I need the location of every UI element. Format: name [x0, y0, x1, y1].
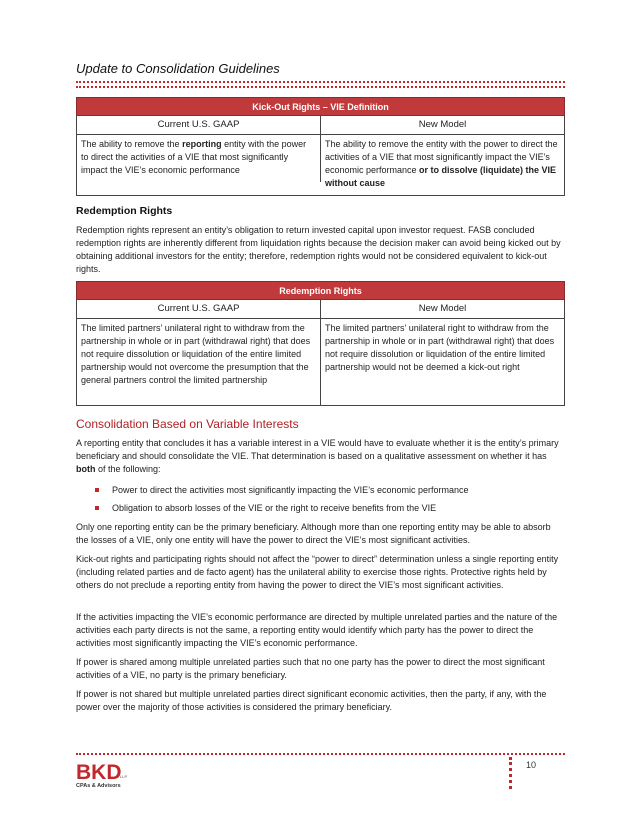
table-header-row: [76, 300, 565, 319]
table-row: [76, 319, 565, 406]
cell-text: The ability to remove the: [81, 139, 183, 149]
list-item-text: Power to direct the activities most significantly impacting the VIE’s economic performance: [112, 485, 469, 495]
section-heading-redemption: Redemption Rights: [76, 205, 173, 217]
redemption-paragraph: Redemption rights represent an entity’s obligation to return invested capital upon investor request. FASB concluded redemption rights are inherently different from liquidation rights because the decision maker can avoid being kicked out by obtaining additional investors for the entity; therefore, redemption rights would not be considered equivalent to kick-out rights.: [76, 225, 561, 274]
intro-text-end: of the following:: [95, 464, 161, 474]
cell-text: The ability to remove the entity with the power to direct the activities of a VIE that most significantly impact the VIE’s economic performance: [325, 139, 558, 175]
paragraph-kickout: Kick-out rights and participating rights should not affect the “power to direct” determination unless a single reporting entity (including related parties and de facto agent) has the unilateral ability to exercise those rights. Protective rights held by others do not preclude a reporting entity from having the power to direct the VIE’s most significant activities.: [76, 554, 559, 590]
paragraph-not-shared: If power is not shared but multiple unrelated parties direct significant economic activities, then the party, if any, with the power over the majority of those activities is considered the primary beneficiary.: [76, 689, 547, 712]
redemption-rights-table: [76, 281, 565, 406]
cell-current: [77, 135, 321, 182]
cell-current: The limited partners’ unilateral right to withdraw from the partnership in whole or in part (withdrawal right) that does not require dissolution or liquidation of the entire limited partnership would not overcome the presumption that the general partners control the limited partnership: [77, 319, 321, 405]
bkd-logo: [76, 759, 136, 791]
page-number: 10: [526, 760, 537, 770]
footer-vertical-divider: [509, 757, 512, 789]
table-row: [76, 135, 565, 196]
table-caption: Kick-Out Rights – VIE Definition: [76, 97, 565, 116]
cell-new: [321, 135, 564, 195]
kickout-rights-table: [76, 97, 565, 196]
header-divider: [76, 81, 565, 83]
table-header-row: [76, 116, 565, 135]
section-heading-consolidation: Consolidation Based on Variable Interests: [76, 417, 299, 431]
logo-tagline: CPAs & Advisors: [76, 783, 121, 789]
paragraph-multiple-parties: If the activities impacting the VIE’s economic performance are directed by multiple unrelated parties and the nature of the activities each party directs is not the same, a reporting entity would identify which party has the power to direct the activities most significantly impacting the VIE’s economic performance.: [76, 612, 558, 648]
logo-text: BKD: [76, 761, 122, 784]
paragraph-shared-power: If power is shared among multiple unrelated parties such that no one party has the power to direct the most significant activities of a VIE, no party is the primary beneficiary.: [76, 657, 545, 680]
cell-bold-text: or to dissolve (liquidate) the VIE without cause: [325, 165, 557, 188]
list-item-text: Obligation to absorb losses of the VIE or the right to receive benefits from the VIE: [112, 503, 437, 513]
bullet-square-icon: [95, 506, 99, 510]
cell-new: The limited partners’ unilateral right to withdraw from the partnership in whole or in part (withdrawal right) that does not require dissolution or liquidation of the entire limited partnership would not be deemed a kick-out right: [325, 323, 555, 372]
logo-suffix: LLP: [120, 774, 128, 779]
footer-divider: [76, 753, 565, 755]
header-divider-2: [76, 86, 565, 88]
paragraph-primary-beneficiary: Only one reporting entity can be the primary beneficiary. Although more than one reporting entity may be able to absorb the losses of a VIE, only one entity will have the power to direct the VIE’s most significant activities.: [76, 522, 551, 545]
col-header-new: New Model: [418, 119, 467, 130]
intro-bold: both: [76, 464, 96, 474]
consolidation-intro: [76, 437, 565, 476]
col-header-new: New Model: [418, 303, 467, 314]
cell-bold-text: reporting: [182, 139, 222, 149]
intro-text: A reporting entity that concludes it has a variable interest in a VIE would have to evaluate whether it is the entity’s primary beneficiary and should consolidate the VIE. That determination is based on a qualitative assessment on whether it has: [76, 438, 559, 461]
cell-text: entity with the power to direct the activities of a VIE that most significantly impact the VIE’s economic performance: [81, 139, 307, 175]
col-header-current: Current U.S. GAAP: [77, 300, 321, 318]
table-caption: Redemption Rights: [76, 281, 565, 300]
page-title: Update to Consolidation Guidelines: [76, 61, 280, 76]
bullet-square-icon: [95, 488, 99, 492]
col-header-current: Current U.S. GAAP: [77, 116, 321, 134]
